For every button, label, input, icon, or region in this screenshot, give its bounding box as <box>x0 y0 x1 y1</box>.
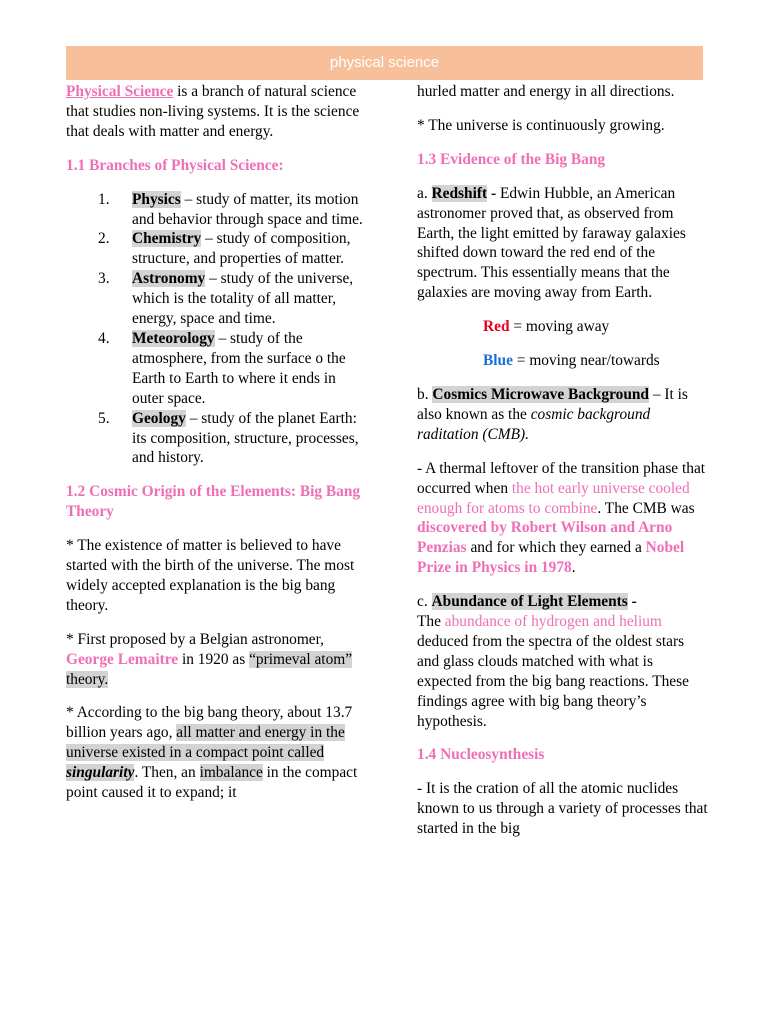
list-item: 1. Physics – study of matter, its motion and behavior through space and time. <box>98 190 363 228</box>
big-bang-paragraph-2: * First proposed by a Belgian astronomer, George Lemaitre in 1920 as “primeval atom” theory. <box>66 630 353 688</box>
singularity-term: singularity <box>66 764 135 782</box>
term-geology: Geology <box>132 409 186 427</box>
wilson-penzias-names: discovered by Robert Wilson and Arno Penzias <box>417 519 673 557</box>
continued-paragraph: hurled matter and energy in all directions. <box>417 83 675 100</box>
section-heading-evidence: 1.3 Evidence of the Big Bang <box>417 150 606 168</box>
light-elements-paragraph: c. Abundance of Light Elements - The abundance of hydrogen and helium deduced from the spectra of the oldest stars and glass clouds matched with what is expected from the big bang reactions. These findings agree with big bang theory’s hypothesis. <box>417 593 689 730</box>
term-astronomy: Astronomy <box>132 270 206 288</box>
nobel-prize-text: Nobel Prize in Physics in 1978 <box>417 539 685 577</box>
red-label: Red <box>483 318 510 336</box>
cmb-detail-paragraph: - A thermal leftover of the transition phase that occurred when the hot early universe cooled enough for atoms to combine. The CMB was discovered by Robert Wilson and Arno Penzias and for which they earned a Nobel Prize in Physics in 1978. <box>417 459 706 577</box>
blue-label: Blue <box>483 352 513 370</box>
branches-list <box>66 190 366 469</box>
blue-legend-line: Blue = moving near/towards <box>483 352 660 370</box>
red-legend-line: Red = moving away <box>483 318 610 336</box>
list-item: 4. Meteorology – study of the atmosphere, from the surface o the Earth to Earth to where it ends in outer space. <box>98 329 346 407</box>
george-lemaitre-name: George Lemaitre <box>66 650 179 668</box>
term-redshift: Redshift <box>431 184 488 202</box>
cmb-paragraph: b. Cosmics Microwave Background – It is also known as the cosmic background raditation (CMB). <box>417 385 688 443</box>
list-item: 5. Geology – study of the planet Earth: its composition, structure, processes, and history. <box>98 409 359 467</box>
universe-growing-paragraph: * The universe is continuously growing. <box>417 116 665 134</box>
redshift-paragraph: a. Redshift - Edwin Hubble, an American astronomer proved that, as observed from Earth, the light emitted by faraway galaxies shifted down toward the red end of the spectrum. This essentially means that the galaxies are moving away from Earth. <box>417 184 686 302</box>
section-heading-nucleosynthesis: 1.4 Nucleosynthesis <box>417 746 545 764</box>
intro-paragraph: Physical Science is a branch of natural science that studies non-living systems. It is the science that deals with matter and energy. <box>66 83 360 140</box>
big-bang-paragraph-3: * According to the big bang theory, about 13.7 billion years ago, all matter and energy in the universe existed in a compact point called singularity. Then, an imbalance in the compact point caused it to expand; it <box>66 704 358 802</box>
right-column <box>417 82 709 853</box>
term-chemistry: Chemistry <box>132 230 202 248</box>
section-heading-branches: 1.1 Branches of Physical Science: <box>66 156 284 174</box>
term-light-elements: Abundance of Light Elements <box>431 593 628 611</box>
term-cmb: Cosmics Microwave Background <box>432 385 649 403</box>
term-meteorology: Meteorology <box>132 329 215 347</box>
left-column <box>66 82 366 817</box>
list-item: 2. Chemistry – study of composition, structure, and properties of matter. <box>98 230 351 268</box>
physical-science-link[interactable]: Physical Science <box>66 83 174 100</box>
nucleosynthesis-paragraph: - It is the cration of all the atomic nuclides known to us through a variety of processes that started in the big <box>417 780 708 838</box>
big-bang-paragraph-1: * The existence of matter is believed to have started with the birth of the universe. The most widely accepted explanation is the big bang theory. <box>66 537 355 614</box>
page-header-title: physical science <box>329 54 440 71</box>
list-item: 3. Astronomy – study of the universe, which is the totality of all matter, energy, space and time. <box>98 270 354 328</box>
section-heading-big-bang: 1.2 Cosmic Origin of the Elements: Big Bang Theory <box>66 483 361 521</box>
term-physics: Physics <box>132 190 181 208</box>
page-header-banner <box>66 46 703 80</box>
